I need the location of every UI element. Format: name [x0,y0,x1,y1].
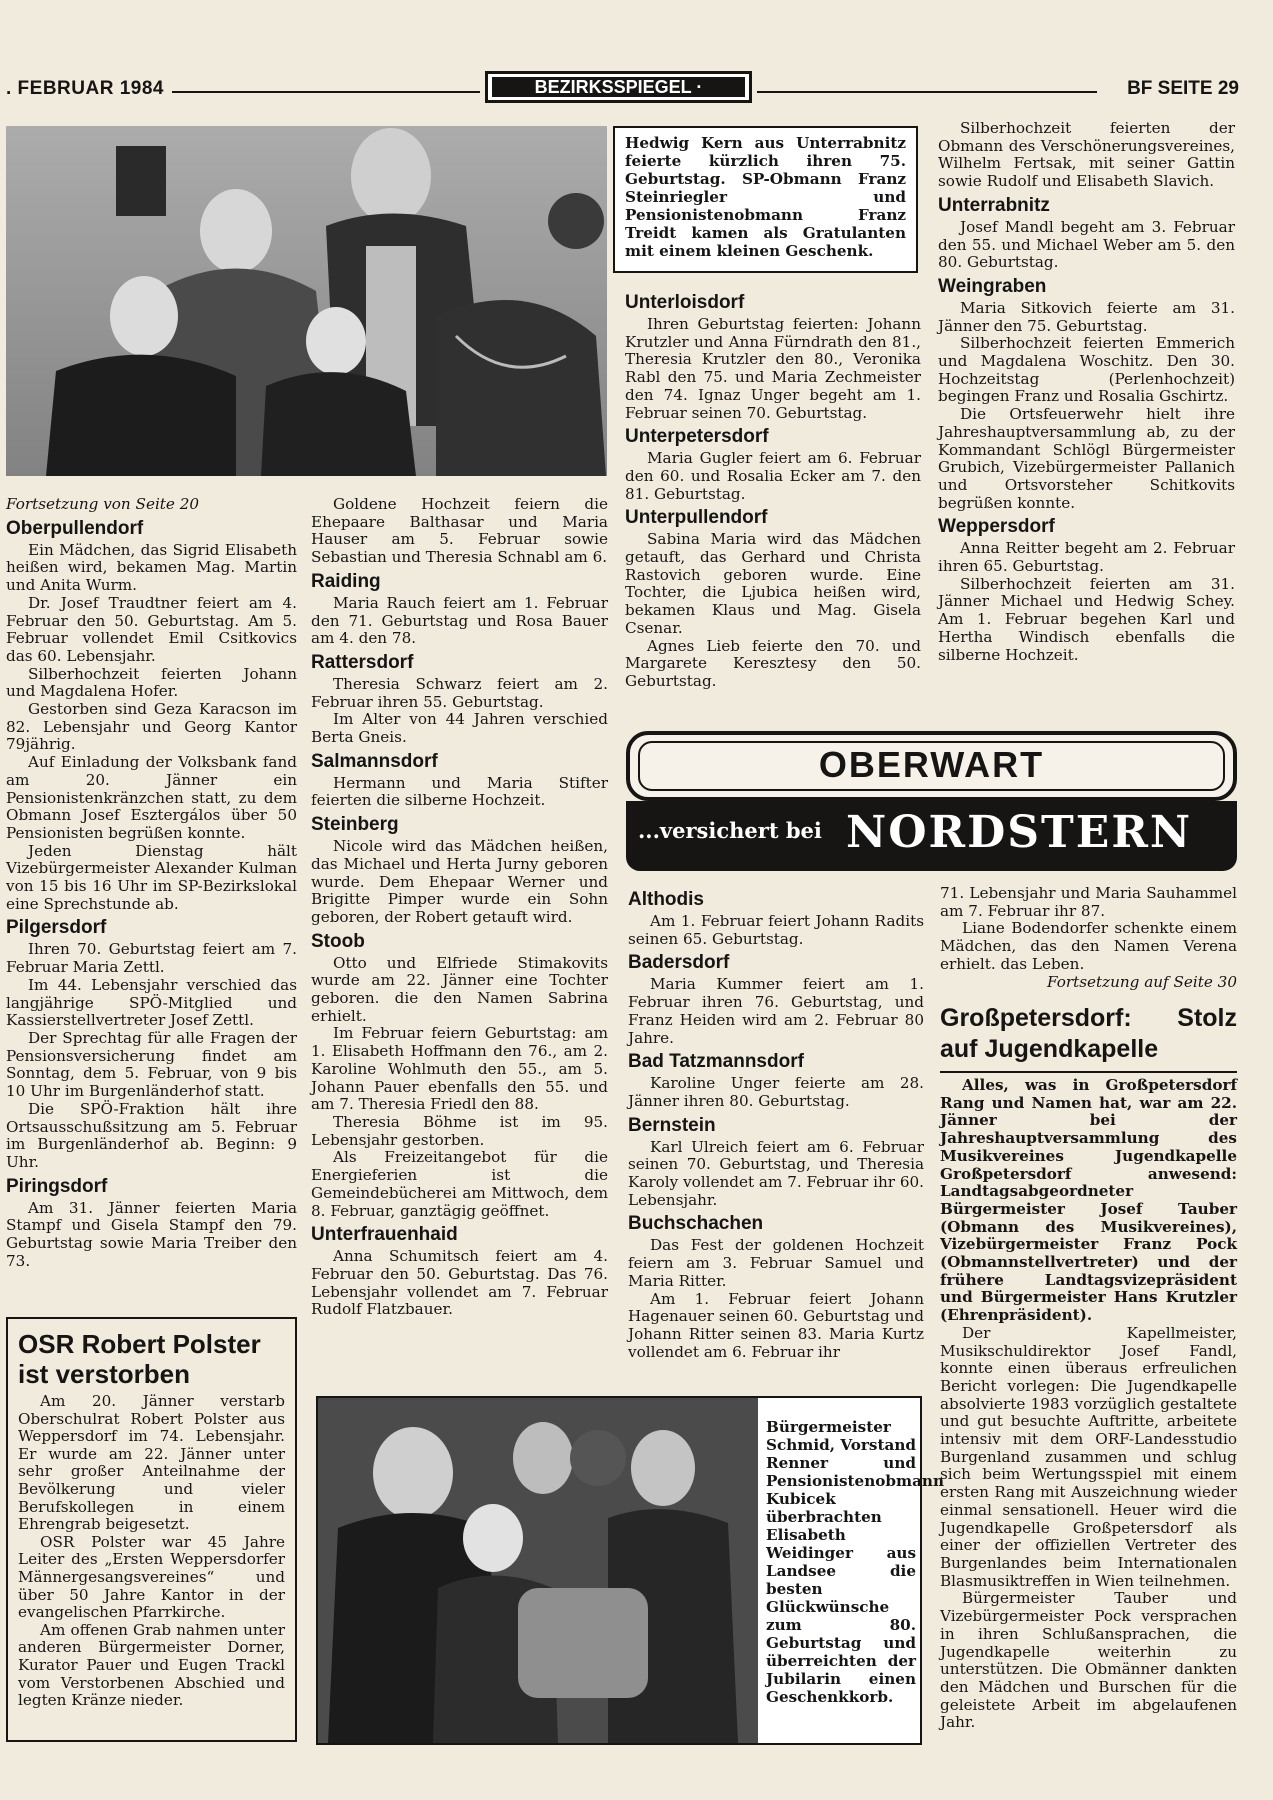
paragraph: Am offenen Grab nahmen unter anderen Bürgermeister Dorner, Kurator Pauer und Eugen Trackl vom Verstorbenen Abschied und legten Kränze nieder. [18,1620,285,1710]
paragraph: Liane Bodendorfer schenkte einem Mädchen, das den Namen Verena erhielt. das Leben. [940,919,1237,973]
column-4 [938,120,1235,664]
paragraph: Die SPÖ-Fraktion hält ihre Ortsausschußsitzung am 5. Februar im Burgenländerhof ab. Beginn: 9 Uhr. [6,1099,297,1171]
photo-caption-top: Hedwig Kern aus Unterrabnitz feierte kürzlich ihren 75. Geburtstag. SP-Obmann Franz Steinriegler und Pensionistenobmann Franz Treidt kamen als Gratulanten mit einem kleinen Geschenk. [613,126,918,273]
paragraph: Maria Sitkovich feierte am 31. Jänner den 75. Geburtstag. [938,298,1235,335]
paragraph: Maria Gugler feiert am 6. Februar den 60. und Rosalia Ecker am 7. den 81. Geburtstag. [625,449,921,503]
paragraph: Karoline Unger feierte am 28. Jänner ihren 80. Geburtstag. [628,1074,924,1110]
heading-unterfrauenhaid: Unterfrauenhaid [311,1224,458,1246]
column-3-oberwart [628,885,924,1361]
column-3 [625,288,921,691]
paragraph: Nicole wird das Mädchen heißen, das Michael und Herta Jurny geboren wurde. Dem Ehepaar Werner und Brigitte Pimper wurde ein Sohn geboren, der Robert getauft wird. [311,837,608,926]
paragraph: Sabina Maria wird das Mädchen getauft, das Gerhard und Christa Rastovich geboren wurde. Eine Tochter, die Ljubica heißen wird, bekamen Klaus und Mag. Gisela Csenar. [625,530,921,637]
section-label: BEZIRKSSPIEGEL · [492,77,745,97]
column-2 [311,496,608,1319]
paragraph: 71. Lebensjahr und Maria Sauhammel am 7. Februar ihr 87. [940,884,1237,920]
divider [940,1071,1237,1073]
paragraph: Ihren Geburtstag feierten: Johann Krutzler und Anna Fürndrath den 81., Theresia Krutzler den 80., Veronika Rabl den 75. und Maria Zechmeister den 74. Ignaz Unger begeht am 1. Februar seinen 70. Geburtstag. [625,315,921,422]
issue-date: . FEBRUAR 1984 [6,78,164,99]
paragraph: Im 44. Lebensjahr verschied das langjährige SPÖ-Mitglied und Kassierstellvertreter Josef Zettl. [6,975,297,1030]
paragraph: Theresia Böhme ist im 95. Lebensjahr gestorben. [311,1112,608,1149]
sponsor-prefix: ...versichert bei [638,818,822,843]
paragraph: Der Kapellmeister, Musikschuldirektor Josef Fandl, konnte einen überaus erfreulichen Bericht vorlegen: Die Jugendkapelle absolvierte 1983 vorzüglich gestaltete und gut besuchte Auftritte, arbeitete intensiv mit dem ORF-Landesstudio Burgenland zusammen und schlug sich beim Wertungsspiel mit einem ersten Rang mit Auszeichnung wieder einmal sensationell. Heuer wird die Jugendkapelle Großpetersdorf als einer der offiziellen Vertreter des Burgenlandes beim Internationalen Blasmusiktreffen in Wien teilnehmen. [940,1323,1237,1590]
paragraph: Gestorben sind Geza Karacson im 82. Lebensjahr und Georg Kantor 79jährig. [6,700,297,754]
paragraph: Der Sprechtag für alle Fragen der Pensionsversicherung findet am Sonntag, dem 5. Februar, von 9 bis 10 Uhr im Burgenländerhof statt. [6,1028,297,1101]
paragraph: Anna Reitter begeht am 2. Februar ihren 65. Geburtstag. [938,539,1235,576]
paragraph: Jeden Dienstag hält Vizebürgermeister Alexander Kulman von 15 bis 16 Uhr im SP-Bezirkslokal eine Sprechstunde ab. [6,841,297,913]
paragraph: Auf Einladung der Volksbank fand am 20. Jänner ein Pensionistenkränzchen statt, zu dem Obmann Josef Esztergálos über 50 Pensionisten begrüßen konnte. [6,753,297,842]
article-title: Großpetersdorf: Stolz auf Jugendkapelle [940,1004,1237,1063]
photo-family-icon [6,126,607,476]
paragraph: Silberhochzeit feierten Johann und Magdalena Hofer. [6,664,297,701]
paragraph: Goldene Hochzeit feiern die Ehepaare Balthasar und Maria Hauser am 5. Februar sowie Sebastian und Theresia Schnabl am 6. [311,495,608,567]
heading-weingraben: Weingraben [938,275,1047,297]
photo-box-bottom [316,1396,944,1745]
article-grosspetersdorf [940,1003,1237,1732]
paragraph: Das Fest der goldenen Hochzeit feiern am 3. Februar Samuel und Maria Ritter. [628,1236,924,1290]
paragraph: Hermann und Maria Stifter feierten die silberne Hochzeit. [311,773,608,810]
obituary-title: OSR Robert Polster ist verstorben [18,1329,261,1389]
heading-bad-tatzmannsdorf: Bad Tatzmannsdorf [628,1051,804,1073]
heading-raiding: Raiding [311,570,381,592]
heading-weppersdorf: Weppersdorf [938,516,1055,538]
paragraph: Im Februar feiern Geburtstag: am 1. Elisabeth Hoffmann den 76., am 2. Karoline Wohlmuth den 55., am 5. Johann Pauer ebenfalls den 55. und am 7. Theresia Friedl den 88. [311,1024,608,1114]
paragraph: Anna Schumitsch feiert am 4. Februar den 50. Geburtstag. Das 76. Lebensjahr vollendet am 7. Februar Rudolf Flatzbauer. [311,1247,608,1319]
continued-on: Fortsetzung auf Seite 30 [1047,972,1237,991]
photo-birthday-family [6,126,607,476]
sponsor-name: NORDSTERN [846,807,1193,858]
paragraph: Maria Rauch feiert am 1. Februar den 71. Geburtstag und Rosa Bauer am 4. den 78. [311,593,608,648]
paragraph: Am 20. Jänner verstarb Oberschulrat Robert Polster aus Weppersdorf im 74. Lebensjahr. Er wurde am 22. Jänner unter sehr großer Anteilnahme der Bevölkerung und vieler Berufskollegen in einem Ehrengrab beigesetzt. [18,1392,285,1534]
paragraph: Maria Kummer feiert am 1. Februar ihren 76. Geburtstag, und Franz Heiden wird am 2. Februar 80 Jahre. [628,975,924,1047]
paragraph: Josef Mandl begeht am 3. Februar den 55. und Michael Weber am 5. den 80. Geburtstag. [938,217,1235,272]
paragraph: Bürgermeister Tauber und Vizebürgermeister Pock versprachen in ihren Schlußansprachen, die Jugendkapelle weiterhin zu unterstützen. Die Obmänner dankten den Mädchen und Burschen für die geleistete Arbeit im abgelaufenen Jahr. [940,1589,1237,1732]
page-number: BF SEITE 29 [1127,78,1239,99]
paragraph: Im Alter von 44 Jahren verschied Berta Gneis. [311,710,608,747]
paragraph: Karl Ulreich feiert am 6. Februar seinen 70. Geburtstag, und Theresia Karoly vollendet am 7. Februar ihr 60. Lebensjahr. [628,1137,924,1209]
header-rule-left [172,91,480,93]
heading-steinberg: Steinberg [311,814,399,836]
article-lead: Alles, was in Großpetersdorf Rang und Namen hat, war am 22. Jänner bei der Jahreshauptversammlung des Musikvereines Jugendkapelle Großpetersdorf anwesend: Landtagsabgeordneter Bürgermeister Josef Tauber (Obmann des Musikvereines), Vizebürgermeister Franz Pock (Obmannstellvertreter) und der frühere Landtagsvizepräsident und Bürgermeister Hans Krutzler (Ehrenpräsident). [940,1076,1237,1325]
photo-caption-bottom: Bürgermeister Schmid, Vorstand Renner und Pensionistenobmann Kubicek überbrachten Elisabeth Weidinger aus Landsee die besten Glückwünsche zum 80. Geburtstag und überreichten der Jubilarin einen Geschenkkorb. [766,1418,944,1706]
heading-unterloisdorf: Unterloisdorf [625,292,745,313]
heading-stoob: Stoob [311,930,365,952]
continued-from: Fortsetzung von Seite 20 [6,495,200,513]
obituary-box [6,1317,297,1742]
paragraph: Silberhochzeit feierten Emmerich und Magdalena Woschitz. Den 30. Hochzeitstag (Perlenhochzeit) begingen Franz und Rosalia Gschirtz. [938,334,1235,406]
heading-bernstein: Bernstein [628,1114,716,1136]
paragraph: Am 1. Februar feiert Johann Radits seinen 65. Geburtstag. [628,912,924,948]
paragraph: Otto und Elfriede Stimakovits wurde am 22. Jänner eine Tochter geboren. die den Namen Sabrina erhielt. [311,953,608,1025]
heading-unterpullendorf: Unterpullendorf [625,507,768,529]
header-rule-right [757,91,1097,93]
column-1 [6,496,297,1270]
oberwart-banner [626,731,1237,801]
photo-group-icon [318,1398,758,1743]
heading-badersdorf: Badersdorf [628,952,730,974]
heading-buchschachen: Buchschachen [628,1213,764,1235]
paragraph: Silberhochzeit feierten am 31. Jänner Michael und Hedwig Schey. Am 1. Februar begehen Karl und Hertha Windisch ebenfalls die silberne Hochzeit. [938,574,1235,664]
heading-oberpullendorf: Oberpullendorf [6,517,144,539]
section-label-box [485,71,752,103]
paragraph: Agnes Lieb feierte den 70. und Margarete Keresztesy den 50. Geburtstag. [625,636,921,690]
heading-piringsdorf: Piringsdorf [6,1175,108,1197]
paragraph: Theresia Schwarz feiert am 2. Februar ihren 55. Geburtstag. [311,674,608,711]
heading-unterrabnitz: Unterrabnitz [938,194,1050,216]
paragraph: Am 31. Jänner feierten Maria Stampf und Gisela Stampf den 79. Geburtstag sowie Maria Treiber den 73. [6,1198,297,1270]
heading-unterpetersdorf: Unterpetersdorf [625,426,769,448]
paragraph: Die Ortsfeuerwehr hielt ihre Jahreshauptversammlung ab, zu der Kommandant Schlögl Bürgermeister Grubich, Vizebürgermeister Pallanich und Ortsvorsteher Schitkovits begrüßen konnte. [938,405,1235,512]
photo-birthday-basket [318,1398,758,1743]
paragraph: Dr. Josef Traudtner feiert am 4. Februar den 50. Geburtstag. Am 5. Februar vollendet Emil Csitkovics das 60. Lebensjahr. [6,593,297,665]
paragraph: Ein Mädchen, das Sigrid Elisabeth heißen wird, bekamen Mag. Martin und Anita Wurm. [6,540,297,595]
heading-rattersdorf: Rattersdorf [311,651,414,673]
column-4-oberwart [940,885,1237,991]
heading-althodis: Althodis [628,889,704,910]
heading-pilgersdorf: Pilgersdorf [6,917,107,939]
paragraph: Als Freizeitangebot für die Energieferien ist die Gemeindebücherei am Mittwoch, dem 8. Februar, ganztägig geöffnet. [311,1148,608,1220]
paragraph: Silberhochzeit feierten der Obmann des Verschönerungsvereines, Wilhelm Fertsak, mit seiner Gattin sowie Rudolf und Elisabeth Slavich. [938,119,1235,191]
paragraph: OSR Polster war 45 Jahre Leiter des „Ersten Weppersdorfer Männergesangsvereines“ und über 50 Jahre Kantor in der evangelischen Pfarrkirche. [18,1532,285,1622]
heading-salmannsdorf: Salmannsdorf [311,750,438,772]
sponsor-banner [626,801,1237,871]
region-title: OBERWART [638,741,1225,791]
paragraph: Am 1. Februar feiert Johann Hagenauer seinen 60. Geburtstag und Johann Ritter seinen 83. Maria Kurtz vollendet am 6. Februar ihr [628,1289,924,1361]
paragraph: Ihren 70. Geburtstag feiert am 7. Februar Maria Zettl. [6,940,297,977]
